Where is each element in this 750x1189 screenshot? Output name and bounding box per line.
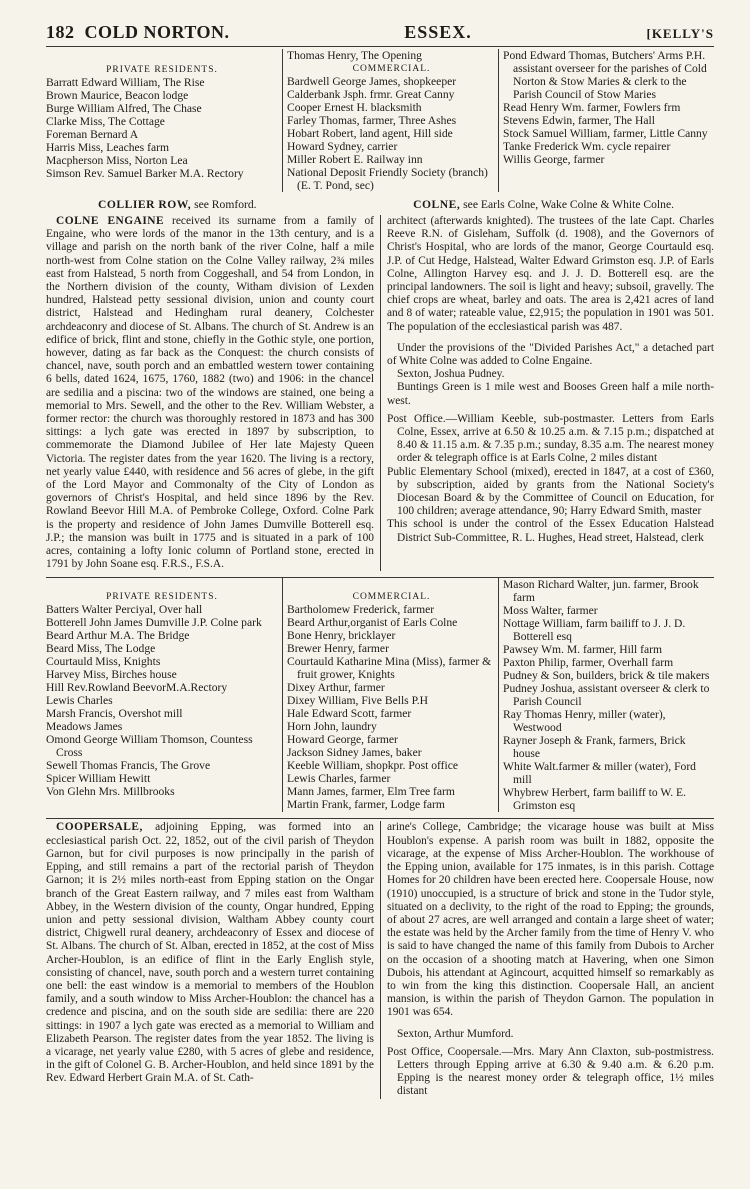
list-item: Pond Edward Thomas, Butchers' Arms P.H. assistant overseer for the parishes of Cold Norton & Stow Maries & clerk to the Parish Council of Stow Maries <box>503 49 707 101</box>
xref-collier-row: COLLIER ROW, see Romford. <box>98 198 257 211</box>
list-item: Batters Walter Perciyal, Over hall <box>46 603 203 617</box>
list-item: Spicer William Hewitt <box>46 772 151 786</box>
list-item: Howard George, farmer <box>287 733 398 747</box>
list-item: Dixey William, Five Bells P.H <box>287 694 429 708</box>
list-item: Martin Frank, farmer, Lodge farm <box>287 798 445 812</box>
commercial-heading: COMMERCIAL. <box>352 64 431 74</box>
list-item: Barratt Edward William, The Rise <box>46 76 205 89</box>
list-item: Whybrew Herbert, farm bailiff to W. E. Grimston esq <box>503 786 686 813</box>
commercial-heading: COMMERCIAL. <box>352 592 431 603</box>
list-item: Courtauld Miss, Knights <box>46 655 161 669</box>
list-item: Pudney & Son, builders, brick & tile makers <box>503 669 710 683</box>
list-item: Bartholomew Frederick, farmer <box>287 603 435 617</box>
list-item: Sewell Thomas Francis, The Grove <box>46 759 211 773</box>
list-item: Cooper Ernest H. blacksmith <box>287 101 422 114</box>
list-item: Miller Robert E. Railway inn <box>287 153 423 166</box>
list-item: Mason Richard Walter, jun. farmer, Brook farm <box>503 578 699 605</box>
coopersale-continuation: arine's College, Cambridge; the vicarage house was built at Miss Houblon's expense. A parish room was built in 1882, opposite the vicarage, at the expense of Miss Archer-Houblon. The workhouse of the Epping union, available for 175 inmates, is in this parish. Cottage Homes for 20 children have been erected here. Coopersale House, now (1910) unoccupied, is a structure of brick and stone in the Tudor style, situated on a declivity, to the right of the road to Epping; the grounds, of about 27 acres, are well arranged and contain a large sheet of water; the estate was held by the Archer family from the time of Henry V. who is said to have changed the name of this family from Dubois to Archer on the occasion of a shooting match at Havering, when one Simon Dubois, his attendant at Agincourt, acquitted himself so remarkably as to win from the king this distinction. Coopersale Hall, an ancient mansion, is within the parish of Theydon Garnon. The population in 1901 was 654. <box>387 821 714 1019</box>
list-item: Pudney Joshua, assistant overseer & clerk to Parish Council <box>503 682 710 709</box>
sexton-line: Sexton, Joshua Pudney. <box>397 368 505 381</box>
list-item: Bone Henry, bricklayer <box>287 629 396 643</box>
list-item: Beard Miss, The Lodge <box>46 642 156 656</box>
list-item: Harris Miss, Leaches farm <box>46 141 169 154</box>
list-item: Meadows James <box>46 720 123 734</box>
colne-engaine-left-column <box>46 215 380 571</box>
list-item: Botterell John James Dumville J.P. Colne park <box>46 616 262 630</box>
colne-engaine-right-column <box>380 215 714 571</box>
list-item: Beard Arthur M.A. The Bridge <box>46 629 190 643</box>
directory-page <box>46 22 714 1099</box>
list-item: Rayner Joseph & Frank, farmers, Brick house <box>503 734 686 761</box>
colne-engaine-continuation: architect (afterwards knighted). The trustees of the late Capt. Charles Reeve R.N. of Gisleham, Suffolk (d. 1908), and the Governors of Christ's Hospital, who are lords of the manor, George Courtauld esq. J.P. of Cut Hedge, Halstead, Walter Edward Grimston esq. J.P. of Earls Colne, Allington Harvey esq. and J. J. D. Botterell esq. are the principal landowners. The soil is light and heavy; subsoil, gravelly. The chief crops are wheat, barley and oats. The area is 2,421 acres of land and 8 of water; rateable value, £2,915; the population in 1901 was 501. The population of the ecclesiastical parish was 487. <box>387 215 714 333</box>
list-item: Stevens Edwin, farmer, The Hall <box>503 114 655 127</box>
list-item: Paxton Philip, farmer, Overhall farm <box>503 656 674 670</box>
cold-norton-commercial-column-a <box>282 49 498 192</box>
list-item: Macpherson Miss, Norton Lea <box>46 154 188 167</box>
post-office-entry: Post Office, Coopersale.—Mrs. Mary Ann Claxton, sub-postmistress. Letters through Epping arrive at 6.30 & 9.40 a.m. & 6.20 p.m. Epping is the nearest money order & telegraph office, 1½ miles distant <box>387 1045 714 1098</box>
list-item: Hobart Robert, land agent, Hill side <box>287 127 453 140</box>
divided-parishes-note: Under the provisions of the "Divided Parishes Act," a detached part of White Colne was added to Colne Engaine. <box>387 341 714 368</box>
coopersale-left-column <box>46 821 380 1098</box>
coopersale-right-column <box>380 821 714 1098</box>
list-item: Brewer Henry, farmer <box>287 642 389 656</box>
colne-private-column <box>46 578 282 812</box>
page-header <box>46 22 714 47</box>
list-item: Keeble William, shopkpr. Post office <box>287 759 459 773</box>
list-item: Mann James, farmer, Elm Tree farm <box>287 785 455 799</box>
colne-engaine-directory <box>46 578 714 812</box>
list-item: Burge William Alfred, The Chase <box>46 102 202 115</box>
list-item: Pawsey Wm. M. farmer, Hill farm <box>503 643 663 657</box>
list-item: Lewis Charles, farmer <box>287 772 391 786</box>
list-item: Nottage William, farm bailiff to J. J. D. Botterell esq <box>503 617 686 644</box>
list-item: Hale Edward Scott, farmer <box>287 707 412 721</box>
list-item: Thomas Henry, The Opening <box>287 49 422 62</box>
coopersale-paragraph: COOPERSALE, adjoining Epping, was formed into an ecclesiastical parish Oct. 22, 1852, out of the civil parish of Theydon Garnon, but for civil purposes is now principally in the parish of Epping, and still remains a part of the rectorial parish of Theydon Garnon; it is 2½ miles north-east from Epping station on the Ongar branch of the Great Eastern railway, and 7 miles east from Waltham Abbey, in the Western division of the county, Ongar hundred, Epping union and petty sessional division, Waltham Abbey county court district, Chigwell rural deanery, archdeaconry of Essex and diocese of St. Albans. The church of St. Alban, erected in 1852, at the cost of Miss Archer-Houblon, is an edifice of flint in the Early English style, consisting of chancel, nave, south porch and a western turret containing one bell: the east window is a memorial to members of the Houblon family, and a south window to Miss Archer-Houblon: the chancel has a credence and piscina, and on the south side are sedilia: there are 220 sittings: in 1907 a lych gate was erected as a memorial to William and Elizabeth Pearson. The register dates from the year 1852. The living is a vicarage, net yearly value £280, with 5 acres of glebe and residence, in the gift of Colonel G. B. Archer-Houblon, and held since 1891 by the Rev. Edward Herbert Grain M.A. of St. Cath- <box>46 821 374 1085</box>
sexton-line: Sexton, Arthur Mumford. <box>397 1027 514 1040</box>
list-item: Willis George, farmer <box>503 153 605 166</box>
list-item: Hill Rev.Rowland BeevorM.A.Rectory <box>46 681 228 695</box>
list-item: Calderbank Jsph. frmr. Great Canny <box>287 88 455 101</box>
list-item: Jackson Sidney James, baker <box>287 746 422 760</box>
cold-norton-private-column <box>46 49 282 192</box>
list-item: Horn John, laundry <box>287 720 377 734</box>
colne-commercial-column-a <box>282 578 498 812</box>
list-item: Howard Sydney, carrier <box>287 140 398 153</box>
page-number-and-title: 182 COLD NORTON. <box>46 22 230 42</box>
list-item: Beard Arthur,organist of Earls Colne <box>287 616 458 630</box>
coopersale-description <box>46 821 714 1098</box>
publisher-mark: [KELLY'S <box>646 26 714 41</box>
colne-engaine-paragraph: COLNE ENGAINE received its surname from a family of Engaine, who were lords of the manor in the 13th century, and is a village and parish on the north bank of the river Colne, half a mile north-west from Colne station on the Colne Valley railway, 2¾ miles east from Halstead, 5 north from Coggeshall, and 54 from London, in the Northern division of the county, Witham division of Lexden hundred, Halstead petty sessional division, union and county court district, Halstead and Hedingham rural deanery, Colchester archdeaconry and diocese of St. Albans. The church of St. Andrew is an edifice of brick, flint and stone, chiefly in the Gothic style, one portion, however, dating as far back as the Conquest: the church consists of chancel, nave, south porch and an embattled western tower containing 6 bells, dated 1624, 1675, 1760, 1882 (two) and 1906: in the chancel are sedilia and a piscina: two of the windows are stained, one being a memorial to Mrs. Sewell, and the other to the Rev. William Webster, a former rector: the church was thoroughly restored in 1873 and has 300 sittings: a lych gate was erected in 1897 by subscription, to commemorate the Diamond Jubilee of Her late Majesty Queen Victoria. The register dates from the year 1620. The living is a rectory, net yearly value £440, with residence and 56 acres of glebe, in the gift of the Lord Mayor and Commonalty of the City of London as governors of Christ's Hospital, and held since 1896 by the Rev. Rowland Beevor Hill M.A. of Pembroke College, Oxford. Colne Park is the property and residence of John James Dumville Botterell esq. J.P.; the mansion was built in 1775 and is situated in a park of 100 acres, containing a lofty Ionic column of Portland stone, erected in 1791 by John Soane esq. F.R.S., F.S.A. <box>46 215 374 571</box>
list-item: Courtauld Katharine Mina (Miss), farmer & fruit grower, Knights <box>287 655 492 682</box>
list-item: Foreman Bernard A <box>46 128 139 141</box>
private-residents-heading: PRIVATE RESIDENTS. <box>106 592 218 603</box>
private-residents-heading: PRIVATE RESIDENTS. <box>106 65 218 75</box>
list-item: Brown Maurice, Beacon lodge <box>46 89 189 102</box>
list-item: National Deposit Friendly Society (branch) (E. T. Pond, sec) <box>287 166 488 192</box>
cross-references <box>46 198 714 211</box>
cold-norton-directory <box>46 49 714 192</box>
list-item: Harvey Miss, Birches house <box>46 668 177 682</box>
list-item: Stock Samuel William, farmer, Little Canny <box>503 127 708 140</box>
list-item: Simson Rev. Samuel Barker M.A. Rectory <box>46 167 244 180</box>
list-item: Clarke Miss, The Cottage <box>46 115 165 128</box>
list-item: Omond George William Thomson, Countess Cross <box>46 733 253 760</box>
list-item: Tanke Frederick Wm. cycle repairer <box>503 140 671 153</box>
list-item: Dixey Arthur, farmer <box>287 681 385 695</box>
cold-norton-commercial-column-b <box>498 49 714 192</box>
colne-engaine-description <box>46 215 714 571</box>
list-item: Farley Thomas, farmer, Three Ashes <box>287 114 457 127</box>
list-item: Bardwell George James, shopkeeper <box>287 75 457 88</box>
list-item: Moss Walter, farmer <box>503 604 598 618</box>
county-title: ESSEX. <box>404 22 472 42</box>
list-item: Lewis Charles <box>46 694 113 708</box>
list-item: Ray Thomas Henry, miller (water), Westwood <box>503 708 666 735</box>
buntings-green-note: Buntings Green is 1 mile west and Booses Green half a mile north-west. <box>387 381 714 407</box>
list-item: Read Henry Wm. farmer, Fowlers frm <box>503 101 681 114</box>
colne-commercial-column-b <box>498 578 714 812</box>
post-office-entry: Post Office.—William Keeble, sub-postmaster. Letters from Earls Colne, Essex, arrive at 6.50 & 10.25 a.m. & 7.15 p.m.; dispatched at 8.40 & 11.15 a.m. & 7.35 p.m.; sunday, 8.35 a.m. The nearest money order & telegraph office is at Earls Colne, 2 miles distant <box>387 412 714 465</box>
xref-colne: COLNE, see Earls Colne, Wake Colne & White Colne. <box>413 198 674 211</box>
list-item: Marsh Francis, Overshot mill <box>46 707 183 721</box>
school-entry: Public Elementary School (mixed), erected in 1847, at a cost of £360, by subscription, aided by grants from the National Society's Diocesan Board & by the Committee of Council on Education, for 100 children; average attendance, 90; Harry Edward Smith, master <box>387 465 714 518</box>
school-control-entry: This school is under the control of the Essex Education Halstead District Sub-Committee, R. L. Hughes, Head street, Halstead, clerk <box>387 518 714 544</box>
list-item: Von Glehn Mrs. Millbrooks <box>46 785 175 799</box>
list-item: White Walt.farmer & miller (water), Ford mill <box>503 760 696 787</box>
